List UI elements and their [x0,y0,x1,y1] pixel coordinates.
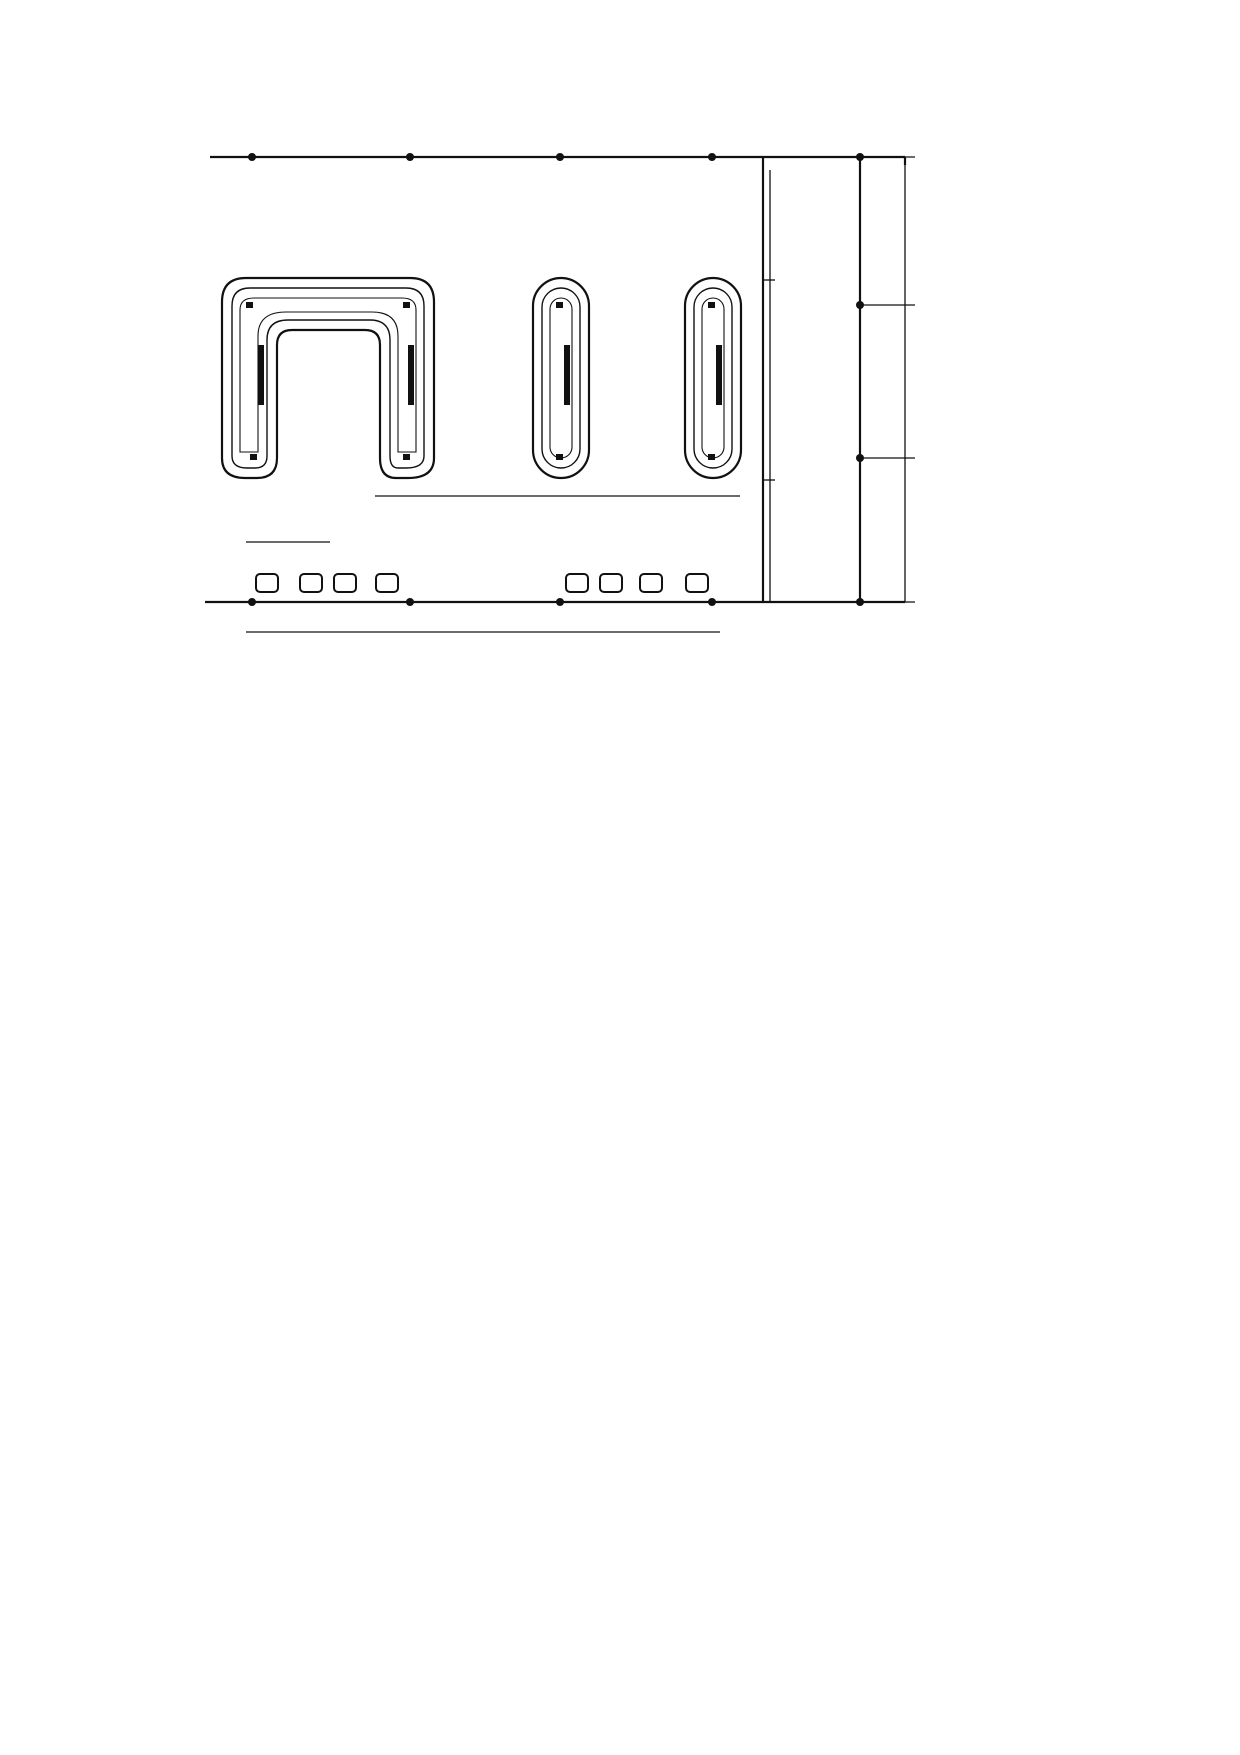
conveyor-oval-middle [533,278,589,478]
baggage-claim-plan-figure [200,140,1040,730]
column-markers [248,153,864,606]
conveyor-oval-right [685,278,741,478]
plan-drawing [200,140,1040,730]
bottom-entrance-blocks [256,574,708,592]
right-wall [763,157,905,602]
conveyor-u-shape [222,278,434,478]
